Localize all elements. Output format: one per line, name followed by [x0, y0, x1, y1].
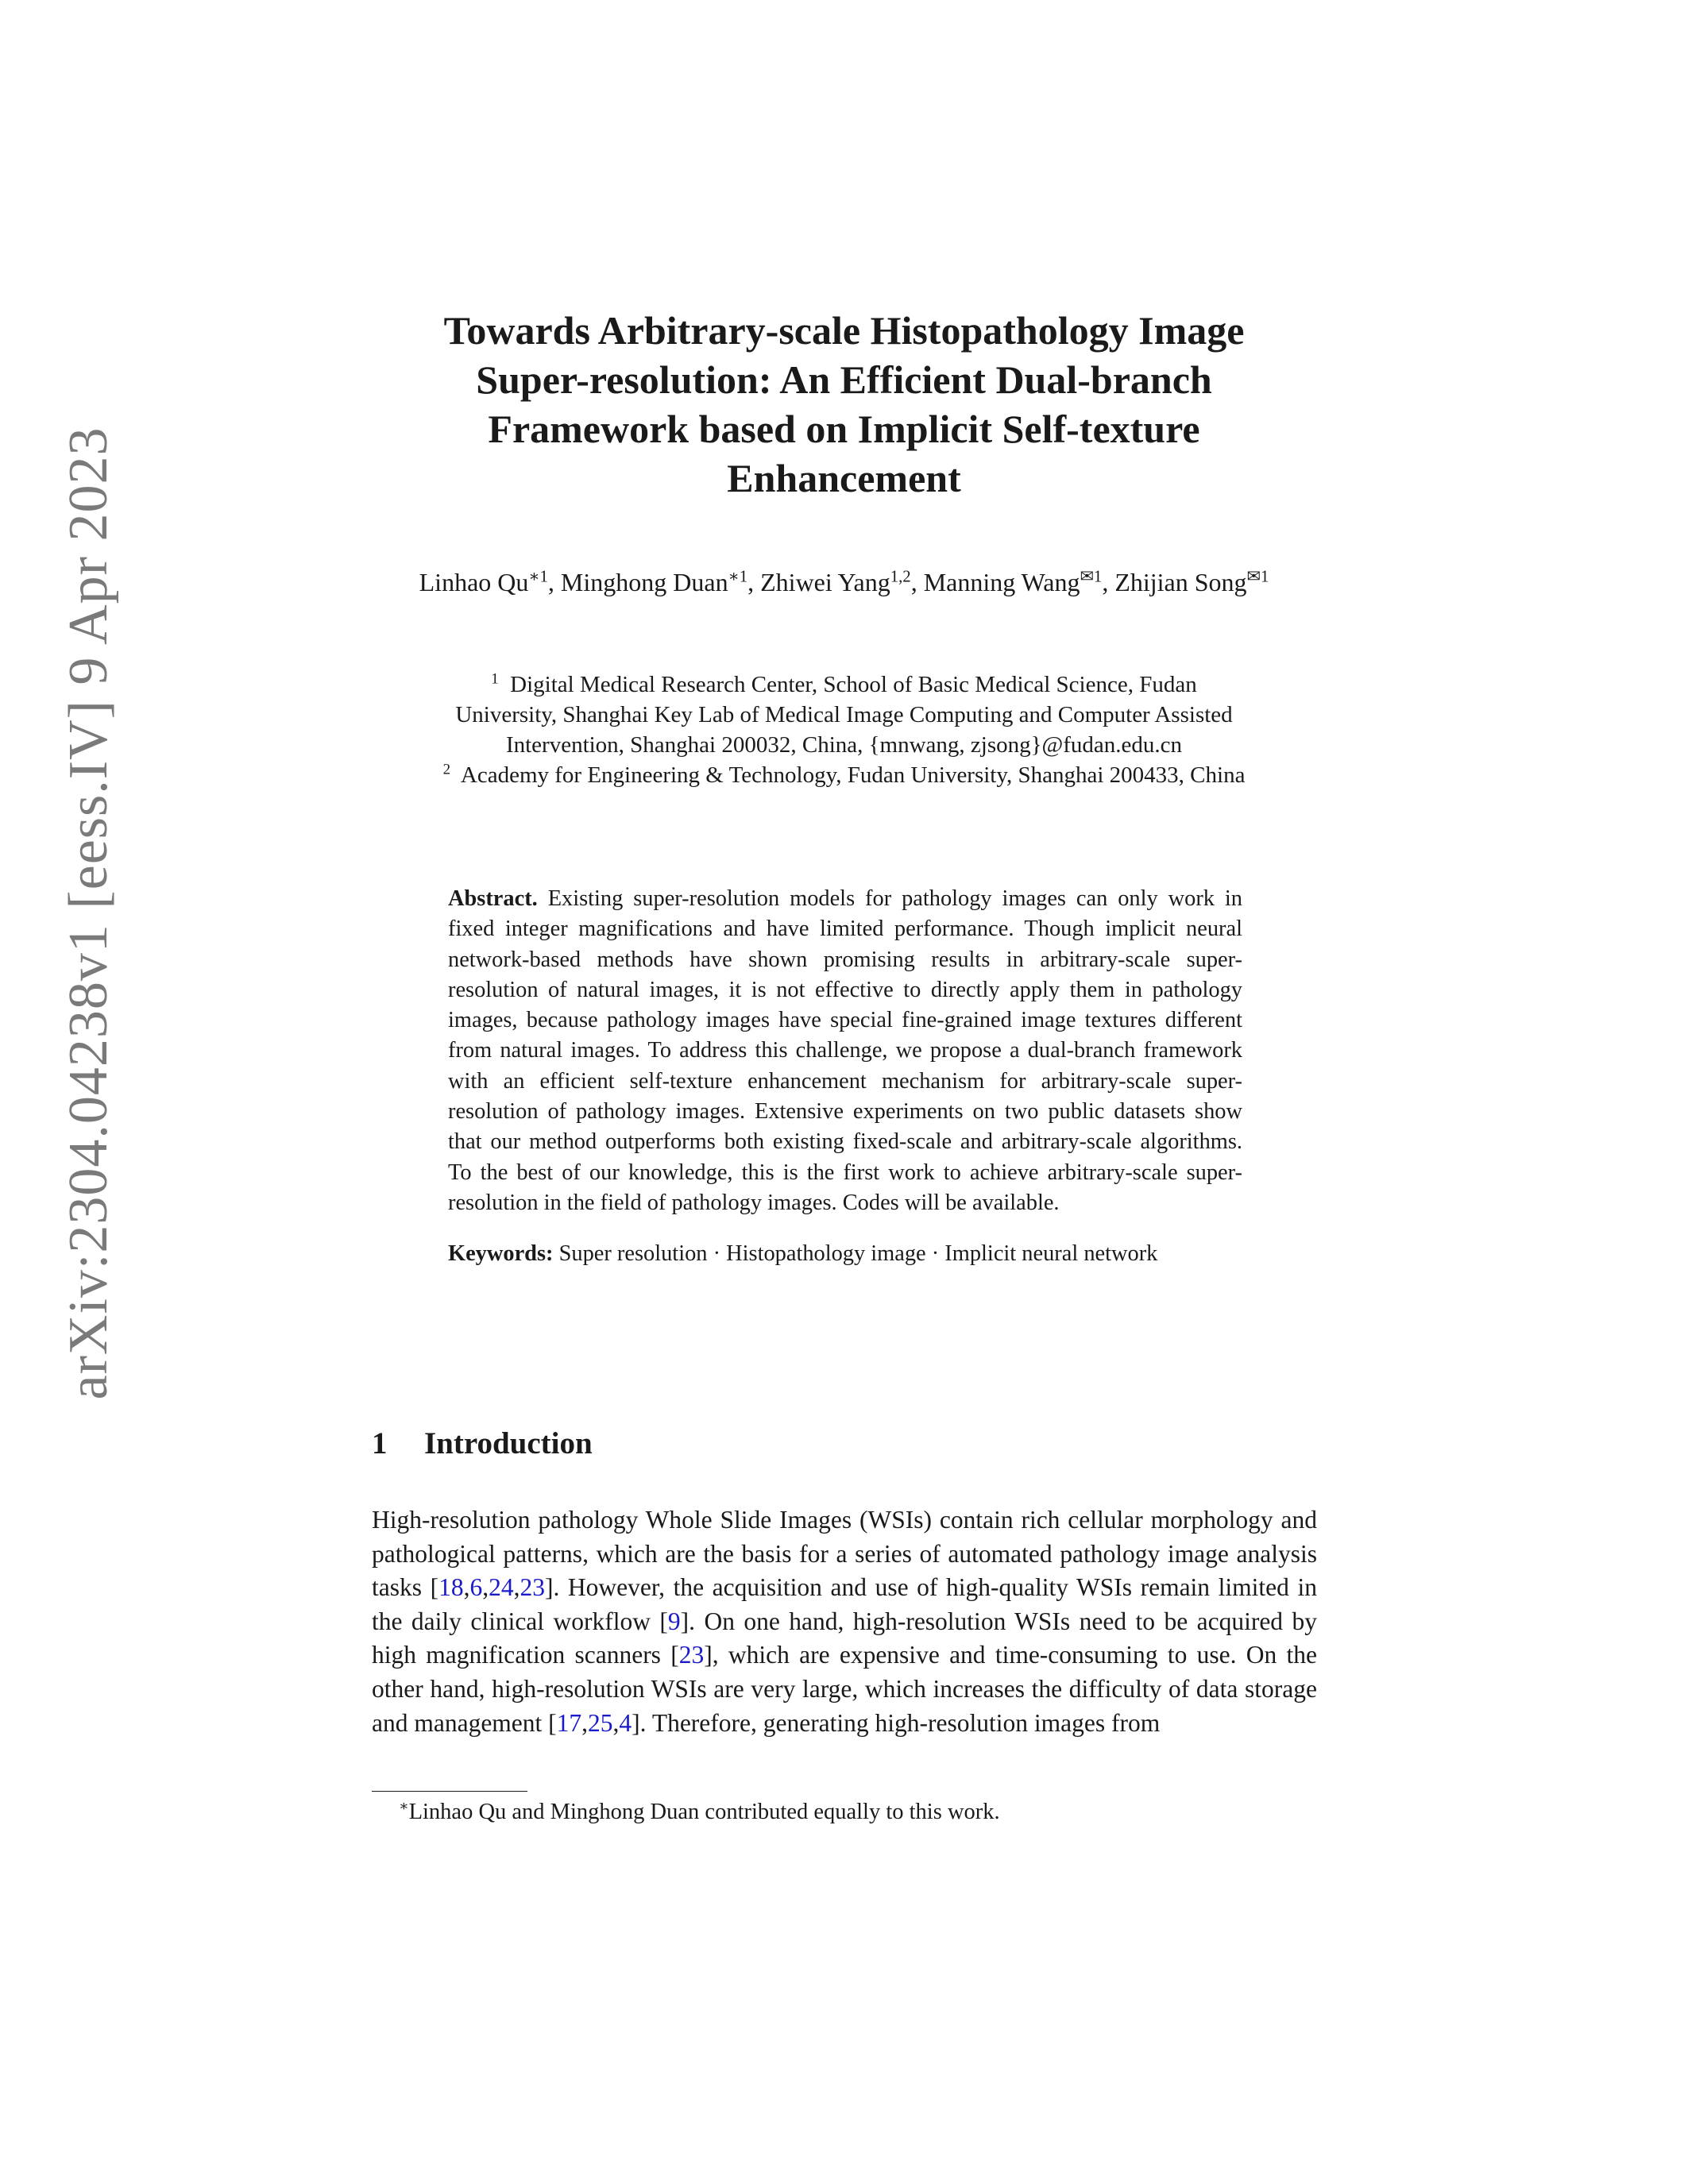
intro-text: ]. On one hand, high-resolution WSIs need to be acquired by high magnification scanners [	[372, 1607, 1317, 1669]
affiliation-2	[365, 760, 1323, 790]
footnote-text: Linhao Qu and Minghong Duan contributed equally to this work.	[408, 1800, 1000, 1824]
author-list: Linhao $Qu^{∗1}$, Minghong Duan$^{∗1}$, Zhiwei Yang$^{1,2}$, Manning Wang$^{✉1}$, Zhijian Song$^{✉1}$	[419, 567, 1269, 596]
author-superscript: ✉1	[1246, 567, 1269, 586]
section-number: 1	[372, 1426, 388, 1461]
citation-link[interactable]: 24	[489, 1573, 514, 1602]
affiliation-line: Academy for Engineering & Technology, Fudan University, Shanghai 200433, China	[460, 762, 1246, 788]
author-superscript: ✉1	[1080, 567, 1103, 586]
title-line: Super-resolution: An Efficient Dual-branch	[476, 357, 1212, 402]
intro-paragraph	[372, 1503, 1317, 1740]
abstract-block	[448, 884, 1242, 1270]
affiliation-number: 1	[491, 670, 499, 688]
section-title: Introduction	[424, 1426, 593, 1461]
title-line: Enhancement	[727, 456, 961, 500]
section-heading	[372, 1426, 593, 1461]
intro-text: ], which are expensive and time-consuming to use. On the other hand, high-resolution WSIs are very large, which increases the difficulty of data storage and management [	[372, 1641, 1317, 1737]
author-superscript: ∗1	[728, 567, 748, 586]
footnote	[372, 1797, 1344, 1827]
intro-text: ]. However, the acquisition and use of high-quality WSIs remain limited in the daily clinical workflow [	[372, 1573, 1317, 1635]
intro-text: ,	[581, 1708, 589, 1737]
citation-link[interactable]: 6	[469, 1573, 483, 1602]
affiliation-line: University, Shanghai Key Lab of Medical Image Computing and Computer Assisted	[455, 702, 1233, 727]
intro-text: ,	[463, 1573, 470, 1602]
keywords-paragraph	[448, 1239, 1242, 1269]
abstract-paragraph	[448, 884, 1242, 1218]
abstract-text: Existing super-resolution models for pathology images can only work in fixed integer magnifications and have limited performance. Though implicit neural network-based methods have shown promising results in arbitrary-scale super-resolution of natural images, it is not effective to directly apply them in pathology images, because pathology images have special fine-grained image textures different from natural images. To address this challenge, we propose a dual-branch framework with an efficient self-texture enhancement mechanism for arbitrary-scale super-resolution of pathology images. Extensive experiments on two public datasets show that our method outperforms both existing fixed-scale and arbitrary-scale algorithms. To the best of our knowledge, this is the first work to achieve arbitrary-scale super-resolution in the field of pathology images. Codes will be available.	[448, 886, 1242, 1215]
abstract-label: Abstract.	[448, 886, 538, 911]
affiliation-1	[365, 669, 1323, 700]
affiliation-line: Digital Medical Research Center, School of Basic Medical Science, Fudan	[510, 672, 1197, 697]
author-name: Linhao Qu	[419, 568, 529, 596]
author-name: Manning Wang	[923, 568, 1080, 596]
intro-text: High-resolution pathology Whole Slide Images (WSIs) contain rich cellular morphology and pathological patterns, which are the basis for a series of automated pathology image analysis tasks [	[372, 1506, 1317, 1602]
title-line: Framework based on Implicit Self-texture	[488, 407, 1200, 451]
paper-title	[381, 306, 1307, 503]
keywords-text: Super resolution · Histopathology image · Implicit neural network	[558, 1241, 1158, 1267]
citation-link[interactable]: 17	[556, 1708, 582, 1737]
author-superscript: 1,2	[890, 567, 911, 586]
intro-text: ,	[482, 1573, 489, 1602]
citation-link[interactable]: 18	[438, 1573, 464, 1602]
affiliation-line: Intervention, Shanghai 200032, China, {mnwang, zjsong}@fudan.edu.cn	[505, 732, 1183, 758]
author-name: Minghong Duan	[560, 568, 728, 596]
author-name: Zhijian Song	[1114, 568, 1247, 596]
intro-text: ,	[612, 1708, 620, 1737]
citation-link[interactable]: 23	[678, 1641, 705, 1669]
author-name: Zhiwei Yang	[760, 568, 890, 596]
affiliation-number: 2	[442, 761, 450, 778]
title-line: Towards Arbitrary-scale Histopathology Image	[443, 308, 1245, 353]
citation-link[interactable]: 4	[619, 1708, 632, 1737]
intro-text: ,	[513, 1573, 520, 1602]
citation-link[interactable]: 23	[520, 1573, 545, 1602]
keywords-label: Keywords:	[448, 1241, 554, 1267]
citation-link[interactable]: 25	[588, 1708, 613, 1737]
footnote-rule	[372, 1791, 527, 1792]
intro-text: ]. Therefore, generating high-resolution images from	[632, 1708, 1161, 1737]
affiliations	[365, 669, 1323, 790]
footnote-mark: ∗	[399, 1797, 409, 1815]
citation-link[interactable]: 9	[667, 1607, 681, 1635]
arxiv-identifier: arXiv:2304.04238v1 [eess.IV] 9 Apr 2023	[58, 426, 119, 1400]
author-superscript: ∗1	[528, 567, 548, 586]
